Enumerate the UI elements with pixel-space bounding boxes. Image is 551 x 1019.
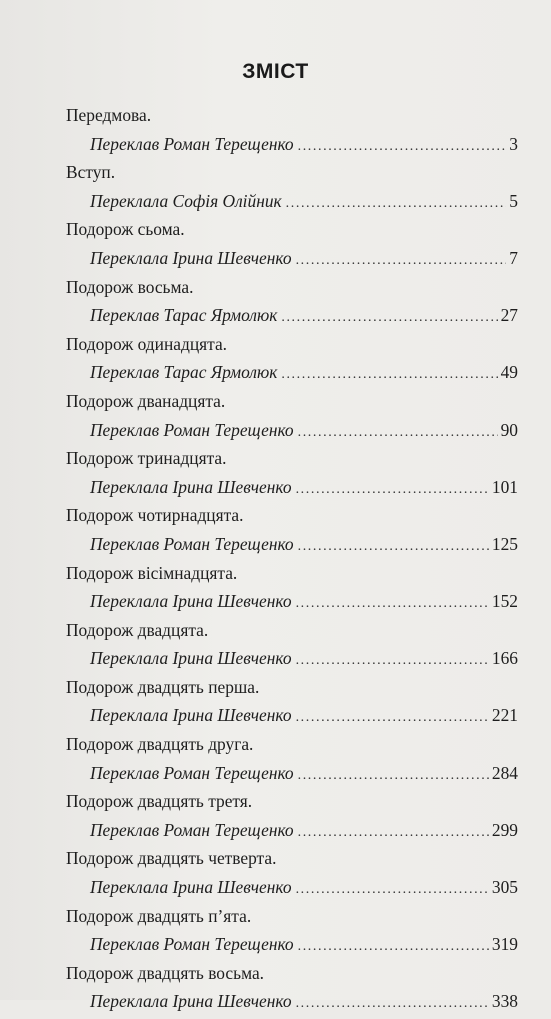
dot-leader: [298, 762, 489, 791]
toc-page-number: 305: [491, 877, 518, 898]
toc-page-number: 3: [509, 133, 518, 154]
toc-translator-line: [66, 530, 518, 559]
toc-translator-line: [66, 416, 518, 445]
toc-entry: [66, 330, 518, 387]
toc-heading: Подорож двадцять четверта.: [66, 848, 277, 869]
dot-leader: [296, 990, 489, 1019]
toc-page-number: 338: [491, 991, 518, 1012]
toc-translator-line: [66, 816, 518, 845]
toc-translator-line: [66, 358, 518, 387]
toc-page-number: 125: [491, 533, 518, 554]
toc-translator: Переклав Роман Терещенко: [90, 934, 294, 955]
toc-entry: [66, 101, 518, 158]
toc-translator: Переклав Роман Терещенко: [90, 419, 294, 440]
toc-entry: [66, 616, 518, 673]
toc-entry: [66, 787, 518, 844]
dot-leader: [298, 133, 507, 162]
dot-leader: [298, 819, 489, 848]
toc-heading: Подорож тринадцята.: [66, 448, 227, 469]
toc-entry: [66, 215, 518, 272]
toc-heading: Подорож одинадцята.: [66, 333, 228, 354]
toc-heading: Подорож двадцять перша.: [66, 676, 260, 697]
toc-heading: Подорож дванадцята.: [66, 390, 226, 411]
toc-heading: Подорож восьма.: [66, 276, 194, 297]
toc-heading: Подорож двадцять п’ята.: [66, 905, 252, 926]
toc-translator: Переклала Ірина Шевченко: [90, 705, 292, 726]
dot-leader: [296, 647, 489, 676]
toc-heading: Передмова.: [66, 105, 152, 125]
toc-translator: Переклала Софія Олійник: [90, 190, 282, 211]
dot-leader: [296, 247, 507, 276]
toc-page-number: 101: [491, 476, 518, 497]
toc-page-number: 284: [491, 762, 518, 783]
toc-entry: [66, 673, 518, 730]
toc-heading: Подорож двадцята.: [66, 619, 209, 640]
toc-translator-line: [66, 930, 518, 959]
toc-translator: Переклав Роман Терещенко: [90, 762, 294, 783]
table-of-contents: [66, 101, 518, 1016]
toc-entry: [66, 844, 518, 901]
toc-entry: [66, 158, 518, 215]
toc-page-number: 319: [491, 934, 518, 955]
toc-translator-line: [66, 187, 518, 216]
toc-entry: [66, 730, 518, 787]
page-title: ЗМІСТ: [242, 60, 309, 83]
toc-translator: Переклала Ірина Шевченко: [90, 991, 292, 1012]
toc-heading: Подорож сьома.: [66, 219, 185, 240]
dot-leader: [281, 361, 497, 390]
dot-leader: [286, 190, 507, 219]
toc-page-number: 7: [509, 247, 518, 268]
dot-leader: [296, 704, 489, 733]
toc-page-number: 90: [500, 419, 518, 440]
toc-translator: Переклала Ірина Шевченко: [90, 648, 292, 669]
toc-translator: Переклала Ірина Шевченко: [90, 877, 292, 898]
toc-page-number: 221: [491, 705, 518, 726]
toc-heading: Подорож чотирнадцята.: [66, 505, 244, 526]
toc-page-number: 49: [500, 362, 518, 383]
toc-heading: Подорож двадцять третя.: [66, 791, 253, 812]
toc-translator: Переклала Ірина Шевченко: [90, 247, 292, 268]
toc-translator: Переклав Роман Терещенко: [90, 819, 294, 840]
dot-leader: [298, 533, 489, 562]
toc-translator-line: [66, 130, 518, 159]
toc-translator-line: [66, 587, 518, 616]
toc-entry: [66, 959, 518, 1016]
toc-heading: Подорож двадцять друга.: [66, 734, 254, 755]
toc-heading: Вступ.: [66, 162, 116, 183]
toc-translator-line: [66, 701, 518, 730]
toc-translator-line: [66, 759, 518, 788]
toc-entry: [66, 273, 518, 330]
toc-translator-line: [66, 987, 518, 1016]
toc-translator: Переклала Ірина Шевченко: [90, 476, 292, 497]
toc-heading: Подорож двадцять восьма.: [66, 962, 265, 983]
dot-leader: [298, 933, 489, 962]
dot-leader: [296, 876, 489, 905]
toc-translator-line: [66, 244, 518, 273]
toc-translator: Переклав Тарас Ярмолюк: [90, 305, 278, 326]
toc-heading: Подорож вісімнадцята.: [66, 562, 238, 583]
toc-translator: Переклала Ірина Шевченко: [90, 591, 292, 612]
toc-page-number: 27: [500, 305, 518, 326]
toc-translator: Переклав Роман Терещенко: [90, 133, 294, 154]
toc-entry: [66, 559, 518, 616]
toc-translator: Переклав Роман Терещенко: [90, 533, 294, 554]
toc-entry: [66, 444, 518, 501]
toc-entry: [66, 387, 518, 444]
dot-leader: [281, 304, 497, 333]
toc-page-number: 299: [491, 819, 518, 840]
toc-translator-line: [66, 473, 518, 502]
toc-page-number: 152: [491, 591, 518, 612]
dot-leader: [296, 476, 489, 505]
toc-translator-line: [66, 644, 518, 673]
toc-entry: [66, 902, 518, 959]
toc-translator-line: [66, 873, 518, 902]
toc-translator: Переклав Тарас Ярмолюк: [90, 362, 278, 383]
toc-entry: [66, 501, 518, 558]
toc-page-number: 166: [491, 648, 518, 669]
toc-page-number: 5: [509, 190, 518, 211]
dot-leader: [298, 419, 498, 448]
toc-translator-line: [66, 301, 518, 330]
dot-leader: [296, 590, 489, 619]
